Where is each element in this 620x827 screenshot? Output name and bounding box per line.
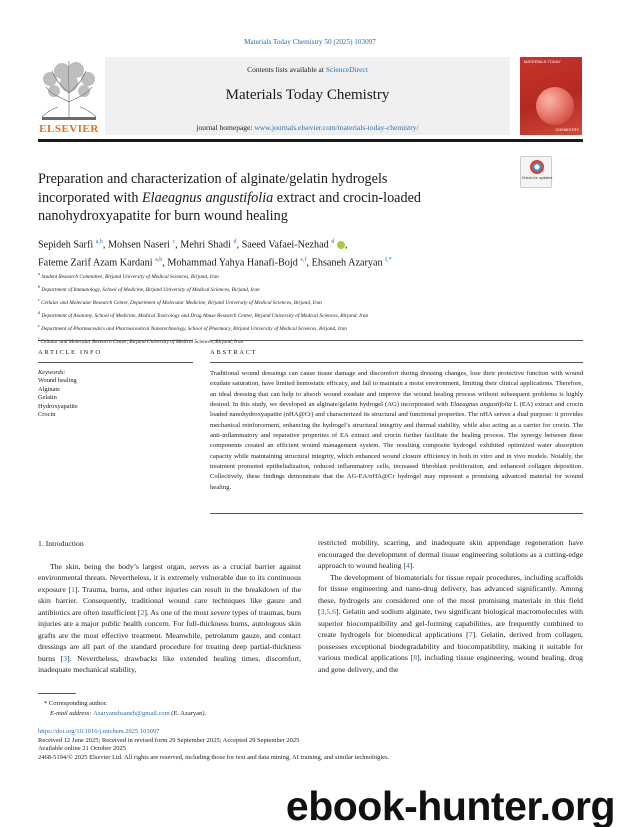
reference-link[interactable]: 7 (468, 630, 473, 640)
available-online-date: Available online 21 October 2025 (38, 745, 126, 753)
title-line-2-suffix: extract and crocin-loaded (273, 189, 421, 206)
affiliation-key: a (38, 271, 40, 276)
cover-art (536, 87, 574, 125)
check-for-updates-button[interactable] (520, 156, 552, 188)
keyword-item: Gelatin (38, 394, 57, 402)
journal-title: Materials Today Chemistry (225, 87, 390, 103)
affiliation-key: f (38, 335, 40, 341)
author-name[interactable]: Mohammad Yahya Hanafi-Bojd (167, 257, 298, 269)
title-line-2-italic: Elaeagnus angustifolia (142, 189, 274, 206)
reference-link[interactable]: 1 (71, 584, 75, 594)
author-name[interactable]: Sepideh Sarfi (38, 239, 94, 251)
elsevier-tree-logo-icon (38, 57, 100, 133)
affiliation-text: Cellular and Molecular Research Center, Department of Molecular Medicine, Birjand University of Medical Sciences, Birjand, Iran (41, 299, 322, 306)
cover-subtitle: CHEMISTRY (555, 127, 579, 132)
abstract-heading: ABSTRACT (210, 349, 258, 356)
reference-link[interactable]: 8 (413, 653, 418, 663)
contents-prefix: Contents lists available at (247, 65, 326, 74)
abstract-part-2: L (EA) extract and crocin loaded nanohydroxyapatite (nHA@Cr) and characterized its structural and functional properties. The nHA serves a dual purpose: it provides mechanical reinforcement, enhancing the hydrogel’s structural integrity and thermal stability, while also acting as a carrier for crocin. The anti-inflammatory and reparative properties of EA extract and crocin further facilitate the healing process. The synergy between these components created an efficient wound management system. The resulting composite hydrogel exhibited optimized water absorption capacity while maintaining structural integrity, which enhanced wound closure efficiency in both in vitro and in vivo models. Notably, the treatment promoted epithelialization, reduced inflammatory cells, increased fibroblast proliferation, and enhanced collagen deposition. Collectively, these findings demonstrate that the AG-EA/nHA@Cr hydrogel may represent a promising advanced material for wound healing. (210, 401, 584, 491)
email-line (38, 709, 338, 719)
body-left-column (38, 538, 301, 676)
received-dates: Received 12 June 2025; Received in revised form 29 September 2025; Accepted 29 September 2025 (38, 736, 300, 744)
corresponding-label: * Corresponding author. (44, 700, 108, 707)
check-updates-icon (530, 160, 544, 174)
keyword-item: Alginate (38, 385, 61, 393)
author-affil-sup[interactable]: e,f (300, 256, 307, 263)
paragraph-text: ], including tissue engineering, wound healing, drug and gene delivery, and the (318, 653, 583, 675)
keywords-label: Keywords: (38, 369, 66, 376)
header-divider (38, 139, 583, 142)
section-heading-introduction: 1. Introduction (38, 539, 84, 548)
affiliation-item (38, 321, 583, 334)
affiliation-item (38, 295, 583, 308)
affiliation-key: b (38, 283, 40, 289)
author-name[interactable]: Mehri Shadi (180, 239, 231, 251)
author-affil-sup[interactable]: d (331, 239, 335, 245)
paragraph-text: The skin, being the body’s largest organ, serves as a crucial barrier against environmental threats. Nevertheless, it is extremely vulnerable due to its continuous exposure [ (38, 561, 301, 594)
abstract-italic: Elaeagnus angustifolia (450, 401, 512, 409)
affiliation-item (38, 282, 583, 295)
abstract-sub-rule (210, 362, 583, 363)
keyword-item: Hydroxyapatite (38, 402, 78, 410)
intro-paragraph-2 (318, 572, 583, 676)
author-affil-sup[interactable]: f,* (385, 256, 392, 263)
copyright-notice: 2468-5194/© 2025 Elsevier Ltd. All rights are reserved, including those for text and data mining, AI training, and similar technologies. (38, 753, 390, 761)
paragraph-text: ]. Trauma, burns, and other injuries can result in the breakdown of the skin barrier. Consequently, traditional wound care techniques like gauze and antibiotics are often insufficient [ (38, 584, 301, 617)
affiliation-key: d (38, 309, 40, 315)
affiliation-item (38, 308, 583, 321)
abstract-top-rule (210, 340, 583, 341)
article-info-sub-rule (38, 362, 193, 363)
footnote-rule (38, 693, 76, 694)
journal-reference[interactable]: Materials Today Chemistry 50 (2025) 103097 (244, 38, 376, 46)
corresponding-email-link[interactable]: Azaryanehsaneh@gmail.com (93, 710, 170, 717)
title-line-3: nanohydroxyapatite for burn wound healing (38, 208, 288, 224)
corresponding-author-footnote (38, 699, 338, 719)
title-line-2-prefix: incorporated with (38, 189, 143, 206)
reference-link[interactable]: 3 (63, 653, 68, 663)
elsevier-wordmark: ELSEVIER (39, 123, 99, 135)
homepage-prefix: journal homepage: (196, 123, 255, 132)
email-suffix: (E. Azaryan). (169, 710, 207, 717)
author-affil-sup[interactable]: a,b (155, 256, 163, 263)
keyword-item: Wound healing (38, 377, 77, 385)
paragraph-text: ]. Gelatin, derived from collagen, possesses exceptional biodegradability and biocompatibility, making it suitable for various medical applications [ (318, 630, 583, 663)
affiliation-list (38, 269, 583, 347)
paragraph-text: ]. As one of the most severe types of traumas, burn injuries are a major public health concern. For full-thickness burns, autologous skin grafts are the most effective treatment. Meanwhile, petrolatum gauze, and contact dressings are all part of the standard procedure for treating deep partial-thickness burns [ (38, 607, 301, 663)
paragraph-text: The development of biomaterials for tissue repair procedures, including scaffolds for tissue engineering and nano-drug delivery, has advanced significantly. Among these, hydrogels are considered one of the most promising materials in this field [ (318, 572, 583, 617)
doi-link[interactable]: https://doi.org/10.1016/j.mtchem.2025.103097 (38, 728, 160, 735)
affiliation-text: Department of Anatomy, School of Medicine, Medical Toxicology and Drug Abuse Research Center, Birjand University of Medical Sciences, Birjand, Iran (41, 312, 369, 319)
watermark-text: ebook-hunter.org (285, 783, 615, 827)
intro-paragraph-1 (38, 561, 301, 676)
author-name[interactable]: Ehsaneh Azaryan (311, 257, 383, 269)
sciencedirect-link[interactable]: ScienceDirect (325, 65, 368, 74)
journal-homepage-line (105, 123, 510, 132)
reference-link[interactable]: 3,5,6 (320, 607, 336, 617)
body-right-column (318, 537, 583, 676)
author-line-2: Fateme Zarif Azam Kardani $^{a,b}$, Mohammad Yahya Hanafi-Bojd $^{e,f}$, Ehsaneh Azaryan $^{f,*}$ (38, 256, 392, 269)
email-label: E-mail address: (50, 710, 94, 717)
article-info-heading: ARTICLE INFO (38, 349, 102, 356)
title-line-1: Preparation and characterization of alginate/gelatin hydrogels (38, 171, 388, 187)
paragraph-text: restricted mobility, scarring, and inadequate skin appendage regeneration have encouraged the development of dermal tissue engineering solutions as a cutting-edge approach to wound healing [ (318, 538, 583, 571)
author-name[interactable]: Fateme Zarif Azam Kardani (38, 257, 153, 269)
author-line-1: Sepideh Sarfi $^{a,b}$, Mohsen Naseri $^c$, Mehri Shadi $^d$, Saeed Vafaei-Nezhad $^d$ , (38, 239, 348, 251)
article-history-block (38, 728, 583, 762)
author-affil-sup[interactable]: d (233, 239, 237, 245)
author-list (38, 235, 583, 271)
paper-title (38, 170, 508, 226)
affiliation-text: Student Research Committee, Birjand University of Medical Sciences, Birjand, Iran (41, 273, 219, 280)
orcid-icon[interactable] (337, 241, 345, 249)
intro-paragraph-continued (318, 537, 583, 572)
author-name[interactable]: Saeed Vafaei-Nezhad (241, 239, 329, 251)
affiliation-key: c (38, 296, 40, 302)
paragraph-text: ]. Gelatin and sodium alginate, two significant biological macromolecules with superior biocompatibility and gel-forming capabilities, are frequently combined to create hydrogels for biomedical applications [ (318, 607, 583, 640)
affiliation-item (38, 269, 583, 282)
title-line-2 (38, 189, 508, 208)
abstract-part-1: Traditional wound dressings can cause tissue damage and discomfort during dressing changes, lose their protective function with wound exudate saturation, have limited hemostatic efficacy, and fail to maintain a moist environment, limiting their clinical applications. Therefore, an ideal dressing that can help to absorb wound exudate and improve the wound healing process without subsequent problems is highly desired. In this study, we developed an alginate/gelatin hydrogel (AG) incorporated with (210, 370, 583, 409)
paragraph-text: ]. Nevertheless, drawbacks like extended healing times, discomfort, inadequate mechanical stability, (38, 653, 301, 675)
author-affil-sup[interactable]: c (172, 239, 176, 245)
keywords-block (38, 369, 188, 419)
affiliation-text: Department of Immunology, School of Medicine, Birjand University of Medical Sciences, Birjand, Iran (41, 286, 260, 293)
abstract-bottom-rule (210, 513, 583, 514)
contents-available-line (105, 65, 510, 74)
article-info-top-rule (38, 340, 193, 341)
reference-link[interactable]: 2 (140, 607, 145, 617)
check-updates-label: Check for updates (521, 176, 553, 180)
affiliation-text: Department of Pharmaceutics and Pharmaceutical Nanotechnology, School of Pharmacy, Birjand University of Medical Sciences, Birjand, Iran (41, 325, 347, 332)
abstract-text (210, 369, 583, 493)
journal-cover-image[interactable] (520, 57, 582, 135)
author-affil-sup[interactable]: a,b (95, 239, 103, 245)
paragraph-text: ]. (409, 561, 415, 571)
keyword-item: Crocin (38, 411, 56, 419)
affiliation-key: e (38, 322, 40, 328)
author-name[interactable]: Mohsen Naseri (107, 239, 170, 251)
journal-homepage-link[interactable]: www.journals.elsevier.com/materials-today-chemistry/ (254, 123, 419, 132)
cover-title: MATERIALS TODAY (524, 59, 561, 64)
affiliation-text: Cellular and Molecular Research Center, Birjand University of Medical Sciences, Birjand, Iran (40, 338, 244, 345)
reference-link[interactable]: 4 (405, 561, 410, 571)
